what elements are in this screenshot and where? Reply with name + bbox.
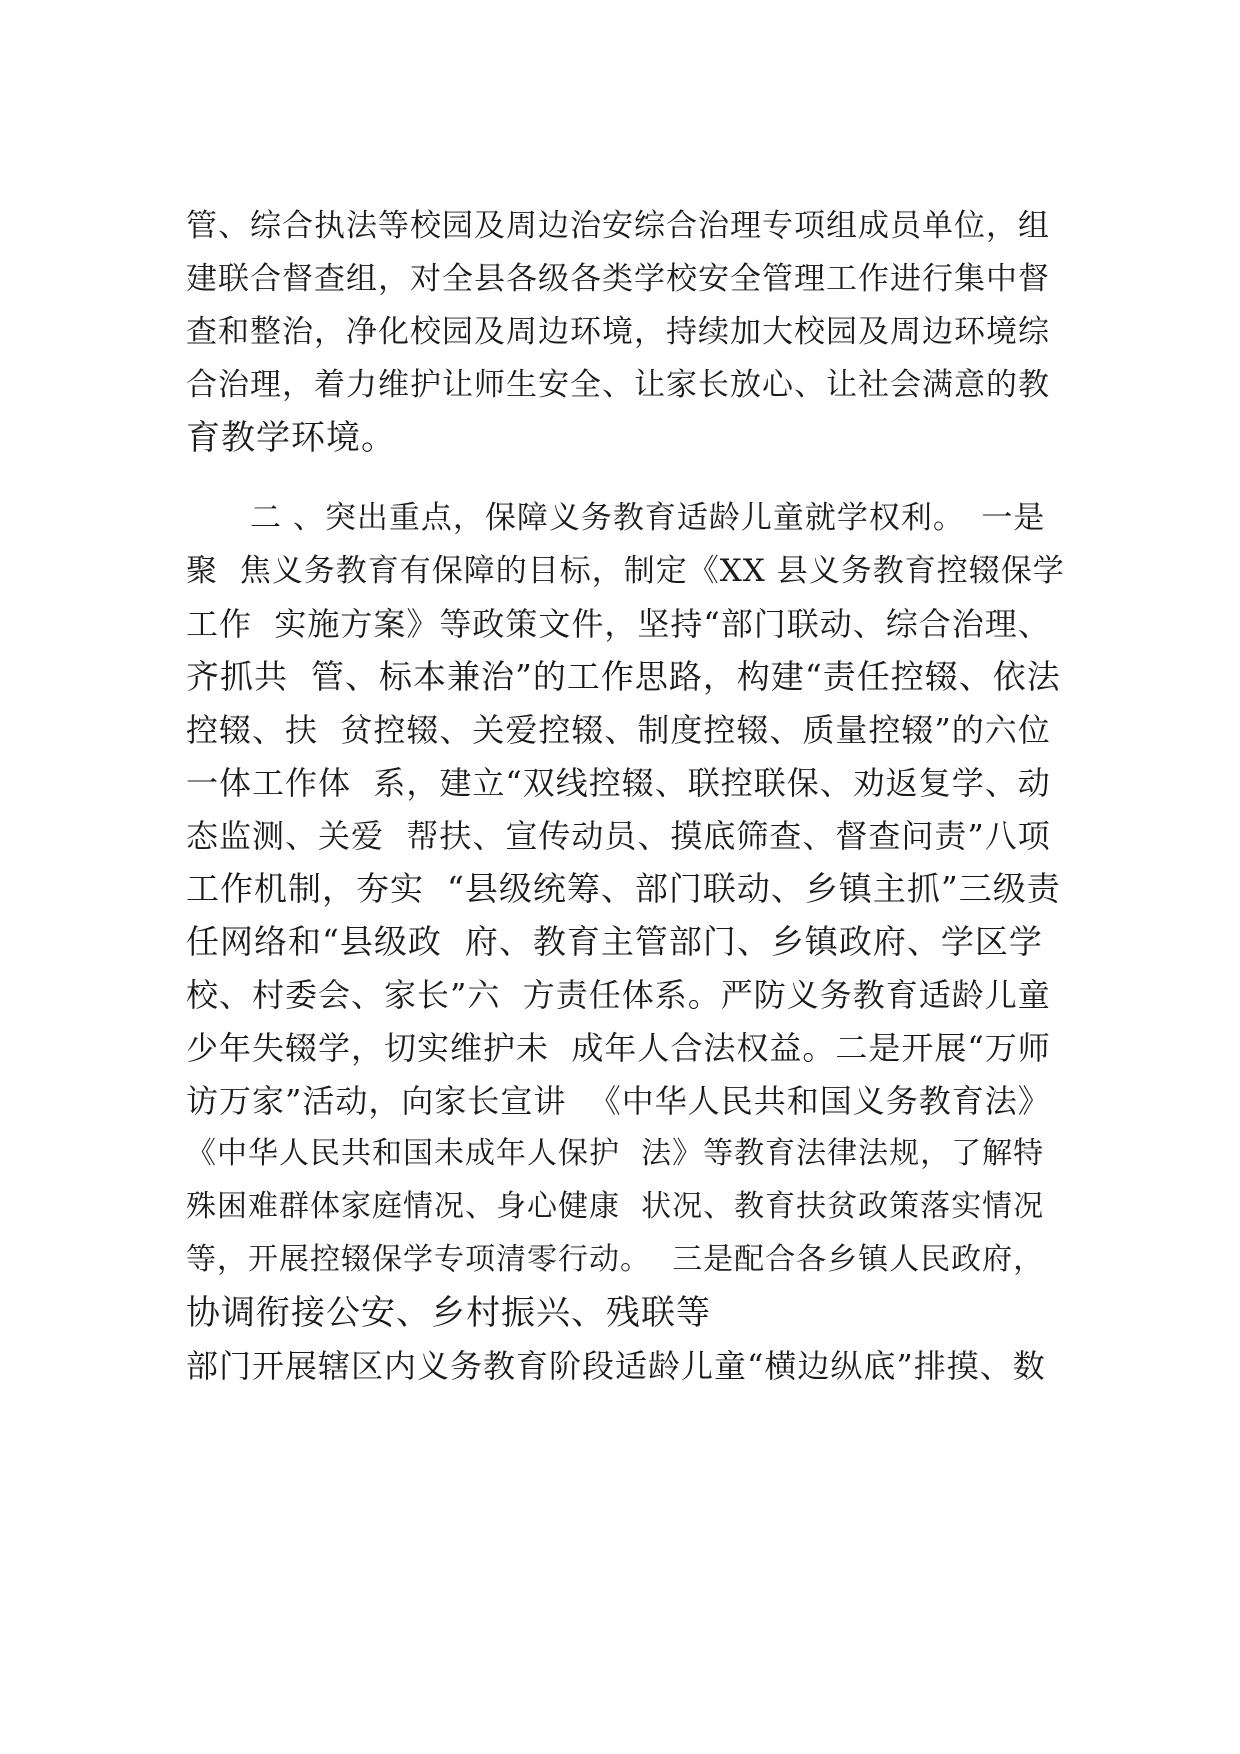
text-line: 殊困难群体家庭情况、身心健康 状况、教育扶贫政策落实情况 (186, 1189, 1045, 1224)
text-line: 态监测、关爱 帮扶、宣传动员、摸底筛查、督查问责”八项 (186, 817, 1051, 855)
text-line: 齐抓共 管、标本兼治”的工作思路，构建“责任控辍、依法 (186, 657, 1061, 696)
text-line: 等，开展控辍保学专项清零行动。 三是配合各乡镇人民政府， (186, 1242, 1045, 1277)
text-line: 聚 焦义务教育有保障的目标，制定《XX 县义务教育控辍保学 (186, 553, 1065, 589)
text-line: 育教学环境。 (186, 418, 396, 458)
text-line: 校、村委会、家长”六 方责任体系。严防义务教育适龄儿童 (186, 976, 1051, 1014)
text-line: 一体工作体 系，建立“双线控辍、联控联保、劝返复学、动 (186, 764, 1051, 802)
text-line: 控辍、扶 贫控辍、关爱控辍、制度控辍、质量控辍”的六位 (186, 711, 1051, 749)
text-line: 工作机制，夯实 “县级统筹、部门联动、乡镇主抓”三级责 (186, 869, 1061, 908)
text-line: 《中华人民共和国未成年人保护 法》等教育法律法规，了解特 (186, 1136, 1045, 1171)
text-line: 访万家”活动，向家长宣讲 《中华人民共和国义务教育法》 (186, 1082, 1051, 1120)
text-line: 建联合督查组，对全县各级各类学校安全管理工作进行集中督 (186, 261, 1050, 297)
text-line: 工作 实施方案》等政策文件，坚持“部门联动、综合治理、 (186, 605, 1051, 643)
text-line: 合治理，着力维护让师生安全、让家长放心、让社会满意的教 (186, 367, 1050, 403)
text-line: 二 、突出重点，保障义务教育适龄儿童就学权利。 一是 (186, 500, 1046, 536)
text-line: 查和整治，净化校园及周边环境，持续加大校园及周边环境综 (186, 314, 1050, 350)
text-line: 协调衔接公安、乡村振兴、残联等 (186, 1293, 711, 1333)
text-line: 任网络和“县级政 府、教育主管部门、乡镇政府、学区学 (186, 922, 1043, 961)
text-line: 少年失辍学，切实维护未 成年人合法权益。二是开展“万师 (186, 1029, 1051, 1067)
text-line: 部门开展辖区内义务教育阶段适龄儿童“横边纵底”排摸、数 (186, 1347, 1046, 1385)
text-line: 管、综合执法等校园及周边治安综合治理专项组成员单位，组 (186, 208, 1050, 244)
